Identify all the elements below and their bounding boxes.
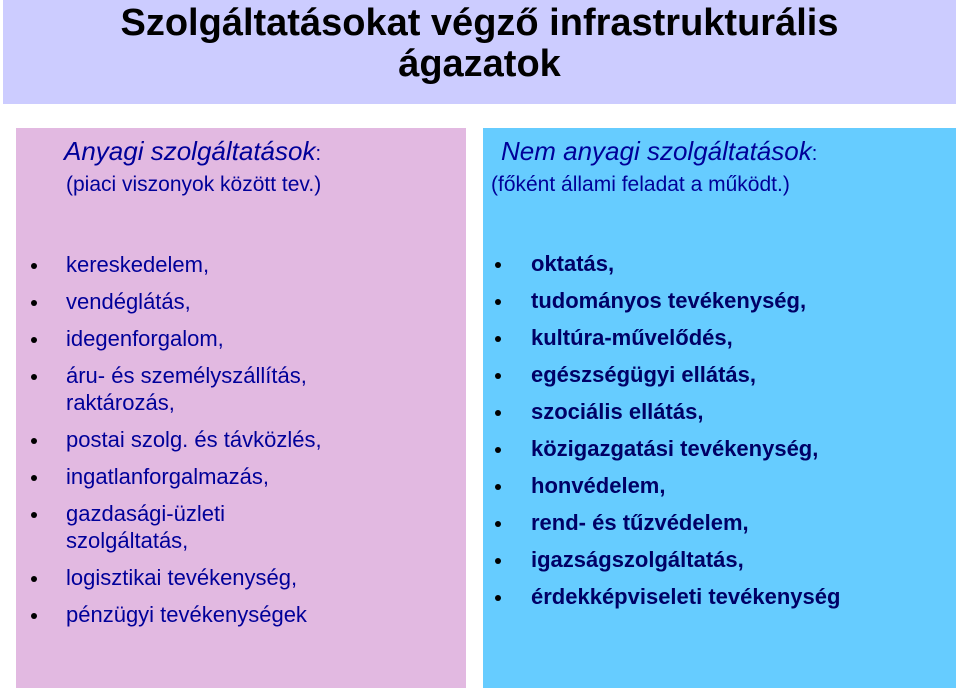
bullet-icon	[31, 475, 37, 481]
material-services-list	[16, 251, 456, 638]
bullet-icon	[31, 512, 37, 518]
material-services-panel	[16, 128, 466, 688]
slide-title	[3, 0, 956, 85]
bullet-icon	[31, 374, 37, 380]
list-item: ingatlanforgalmazás,	[16, 463, 456, 490]
list-item: kereskedelem,	[16, 251, 456, 278]
non-material-services-subtitle: (főként állami feladat a működt.)	[491, 173, 790, 196]
bullet-icon	[31, 263, 37, 269]
bullet-icon	[31, 438, 37, 444]
list-item: rend- és tűzvédelem,	[483, 509, 953, 536]
title-line-2: ágazatok	[398, 43, 561, 85]
list-item: honvédelem,	[483, 472, 953, 499]
bullet-icon	[495, 336, 501, 342]
list-item: oktatás,	[483, 250, 953, 277]
list-item: egészségügyi ellátás,	[483, 361, 953, 388]
list-item: igazságszolgáltatás,	[483, 546, 953, 573]
list-item: logisztikai tevékenység,	[16, 564, 456, 591]
list-item: gazdasági-üzleti szolgáltatás,	[16, 500, 456, 554]
list-item: kultúra-művelődés,	[483, 324, 953, 351]
material-services-heading	[16, 128, 466, 170]
list-item: közigazgatási tevékenység,	[483, 435, 953, 462]
title-band	[3, 0, 956, 104]
list-item: pénzügyi tevékenységek	[16, 601, 456, 628]
list-item: szociális ellátás,	[483, 398, 953, 425]
bullet-icon	[495, 373, 501, 379]
list-item: postai szolg. és távközlés,	[16, 426, 456, 453]
material-heading-text: Anyagi szolgáltatások	[64, 136, 316, 166]
bullet-icon	[495, 521, 501, 527]
non-material-heading-text: Nem anyagi szolgáltatások	[501, 136, 812, 166]
bullet-icon	[495, 484, 501, 490]
list-item: idegenforgalom,	[16, 325, 456, 352]
material-heading-colon: :	[315, 143, 322, 165]
non-material-services-heading	[483, 128, 956, 170]
list-item: áru- és személyszállítás, raktározás,	[16, 362, 456, 416]
non-material-services-list	[483, 250, 953, 620]
bullet-icon	[31, 613, 37, 619]
bullet-icon	[495, 447, 501, 453]
non-material-services-panel	[483, 128, 956, 688]
bullet-icon	[495, 558, 501, 564]
list-item: tudományos tevékenység,	[483, 287, 953, 314]
list-item: vendéglátás,	[16, 288, 456, 315]
bullet-icon	[495, 299, 501, 305]
bullet-icon	[31, 337, 37, 343]
non-material-heading-colon: :	[811, 143, 818, 165]
title-line-1: Szolgáltatásokat végző infrastrukturális	[120, 2, 839, 44]
bullet-icon	[495, 262, 501, 268]
bullet-icon	[495, 595, 501, 601]
bullet-icon	[31, 576, 37, 582]
list-item: érdekképviseleti tevékenység	[483, 583, 953, 610]
material-services-subtitle: (piaci viszonyok között tev.)	[66, 173, 322, 196]
bullet-icon	[495, 410, 501, 416]
bullet-icon	[31, 300, 37, 306]
